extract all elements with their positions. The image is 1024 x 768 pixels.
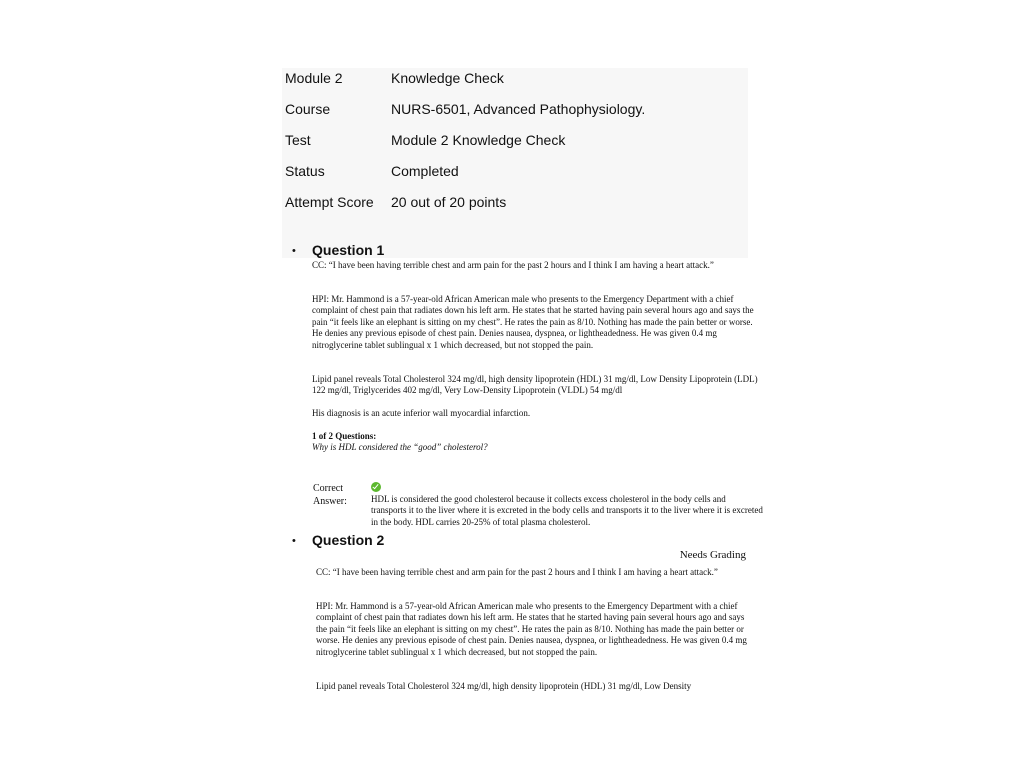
question-title: Question 1 [312, 242, 385, 258]
question-prompt: Why is HDL considered the “good” cholesterol? [312, 442, 488, 452]
diagnosis: His diagnosis is an acute inferior wall myocardial infarction. [312, 408, 531, 418]
history-present-illness: HPI: Mr. Hammond is a 57-year-old African American male who presents to the Emergency Department with a chief complaint of chest pain that radiates down his left arm. He states that he started having pain several hours ago and says the pain “it feels like an elephant is sitting on my chest”. He rates the pain as 8/10. Nothing has made the pain better or worse. He denies any previous episode of chest pain. Denies nausea, dyspnea, or lightheadedness. He was given 0.4 mg nitroglycerine tablet sublingual x 1 which decreased, but not stopped the pain. [316, 601, 747, 657]
chief-complaint: CC: “I have been having terrible chest and arm pain for the past 2 hours and I think I am having a heart attack.” [312, 260, 714, 270]
summary-key: Attempt Score [285, 194, 374, 210]
lipid-panel: Lipid panel reveals Total Cholesterol 324 mg/dl, high density lipoprotein (HDL) 31 mg/dl, Low Density Lipoprotein (LDL) 122 mg/dl, Triglycerides 402 mg/dl, Very Low-Density Lipoprotein (VLDL) 54 mg/dl [312, 374, 758, 396]
lipid-panel: Lipid panel reveals Total Cholesterol 324 mg/dl, high density lipoprotein (HDL) 31 mg/dl, Low Density [316, 681, 692, 691]
summary-value: Knowledge Check [391, 70, 504, 86]
attempt-summary [282, 68, 748, 258]
summary-key: Course [285, 101, 331, 117]
correct-answer-label: Correct Answer: [313, 483, 347, 507]
status-badge: Needs Grading [679, 549, 746, 561]
question-1-header [292, 241, 750, 261]
summary-value: Completed [391, 163, 459, 179]
check-circle-icon [371, 482, 381, 492]
summary-key: Status [285, 163, 325, 179]
question-count: 1 of 2 Questions: [312, 431, 377, 441]
summary-value: NURS-6501, Advanced Pathophysiology. [391, 101, 646, 117]
summary-value: Module 2 Knowledge Check [391, 132, 566, 148]
question-1-body [312, 260, 764, 452]
question-title: Question 2 [312, 532, 385, 548]
list-bullet: • [292, 535, 296, 547]
summary-key: Module 2 [285, 70, 343, 86]
summary-value: 20 out of 20 points [391, 194, 507, 210]
list-bullet: • [292, 245, 296, 257]
chief-complaint: CC: “I have been having terrible chest and arm pain for the past 2 hours and I think I am having a heart attack.” [316, 567, 718, 577]
history-present-illness: HPI: Mr. Hammond is a 57-year-old African American male who presents to the Emergency Department with a chief complaint of chest pain that radiates down his left arm. He states that he started having pain several hours ago and says the pain “it feels like an elephant is sitting on my chest”. He rates the pain as 8/10. Nothing has made the pain better or worse. He denies any previous episode of chest pain. Denies nausea, dyspnea, or lightheadedness. He was given 0.4 mg nitroglycerine tablet sublingual x 1 which decreased, but not stopped the pain. [312, 294, 754, 350]
summary-key: Test [285, 132, 311, 148]
correct-answer-text: HDL is considered the good cholesterol because it collects excess cholesterol in the body cells and transports it to the liver where it is excreted in the body cells and transports it to the liver where it is excreted in the body. HDL carries 20-25% of total plasma cholesterol. [371, 494, 763, 527]
question-2-body [316, 567, 748, 691]
